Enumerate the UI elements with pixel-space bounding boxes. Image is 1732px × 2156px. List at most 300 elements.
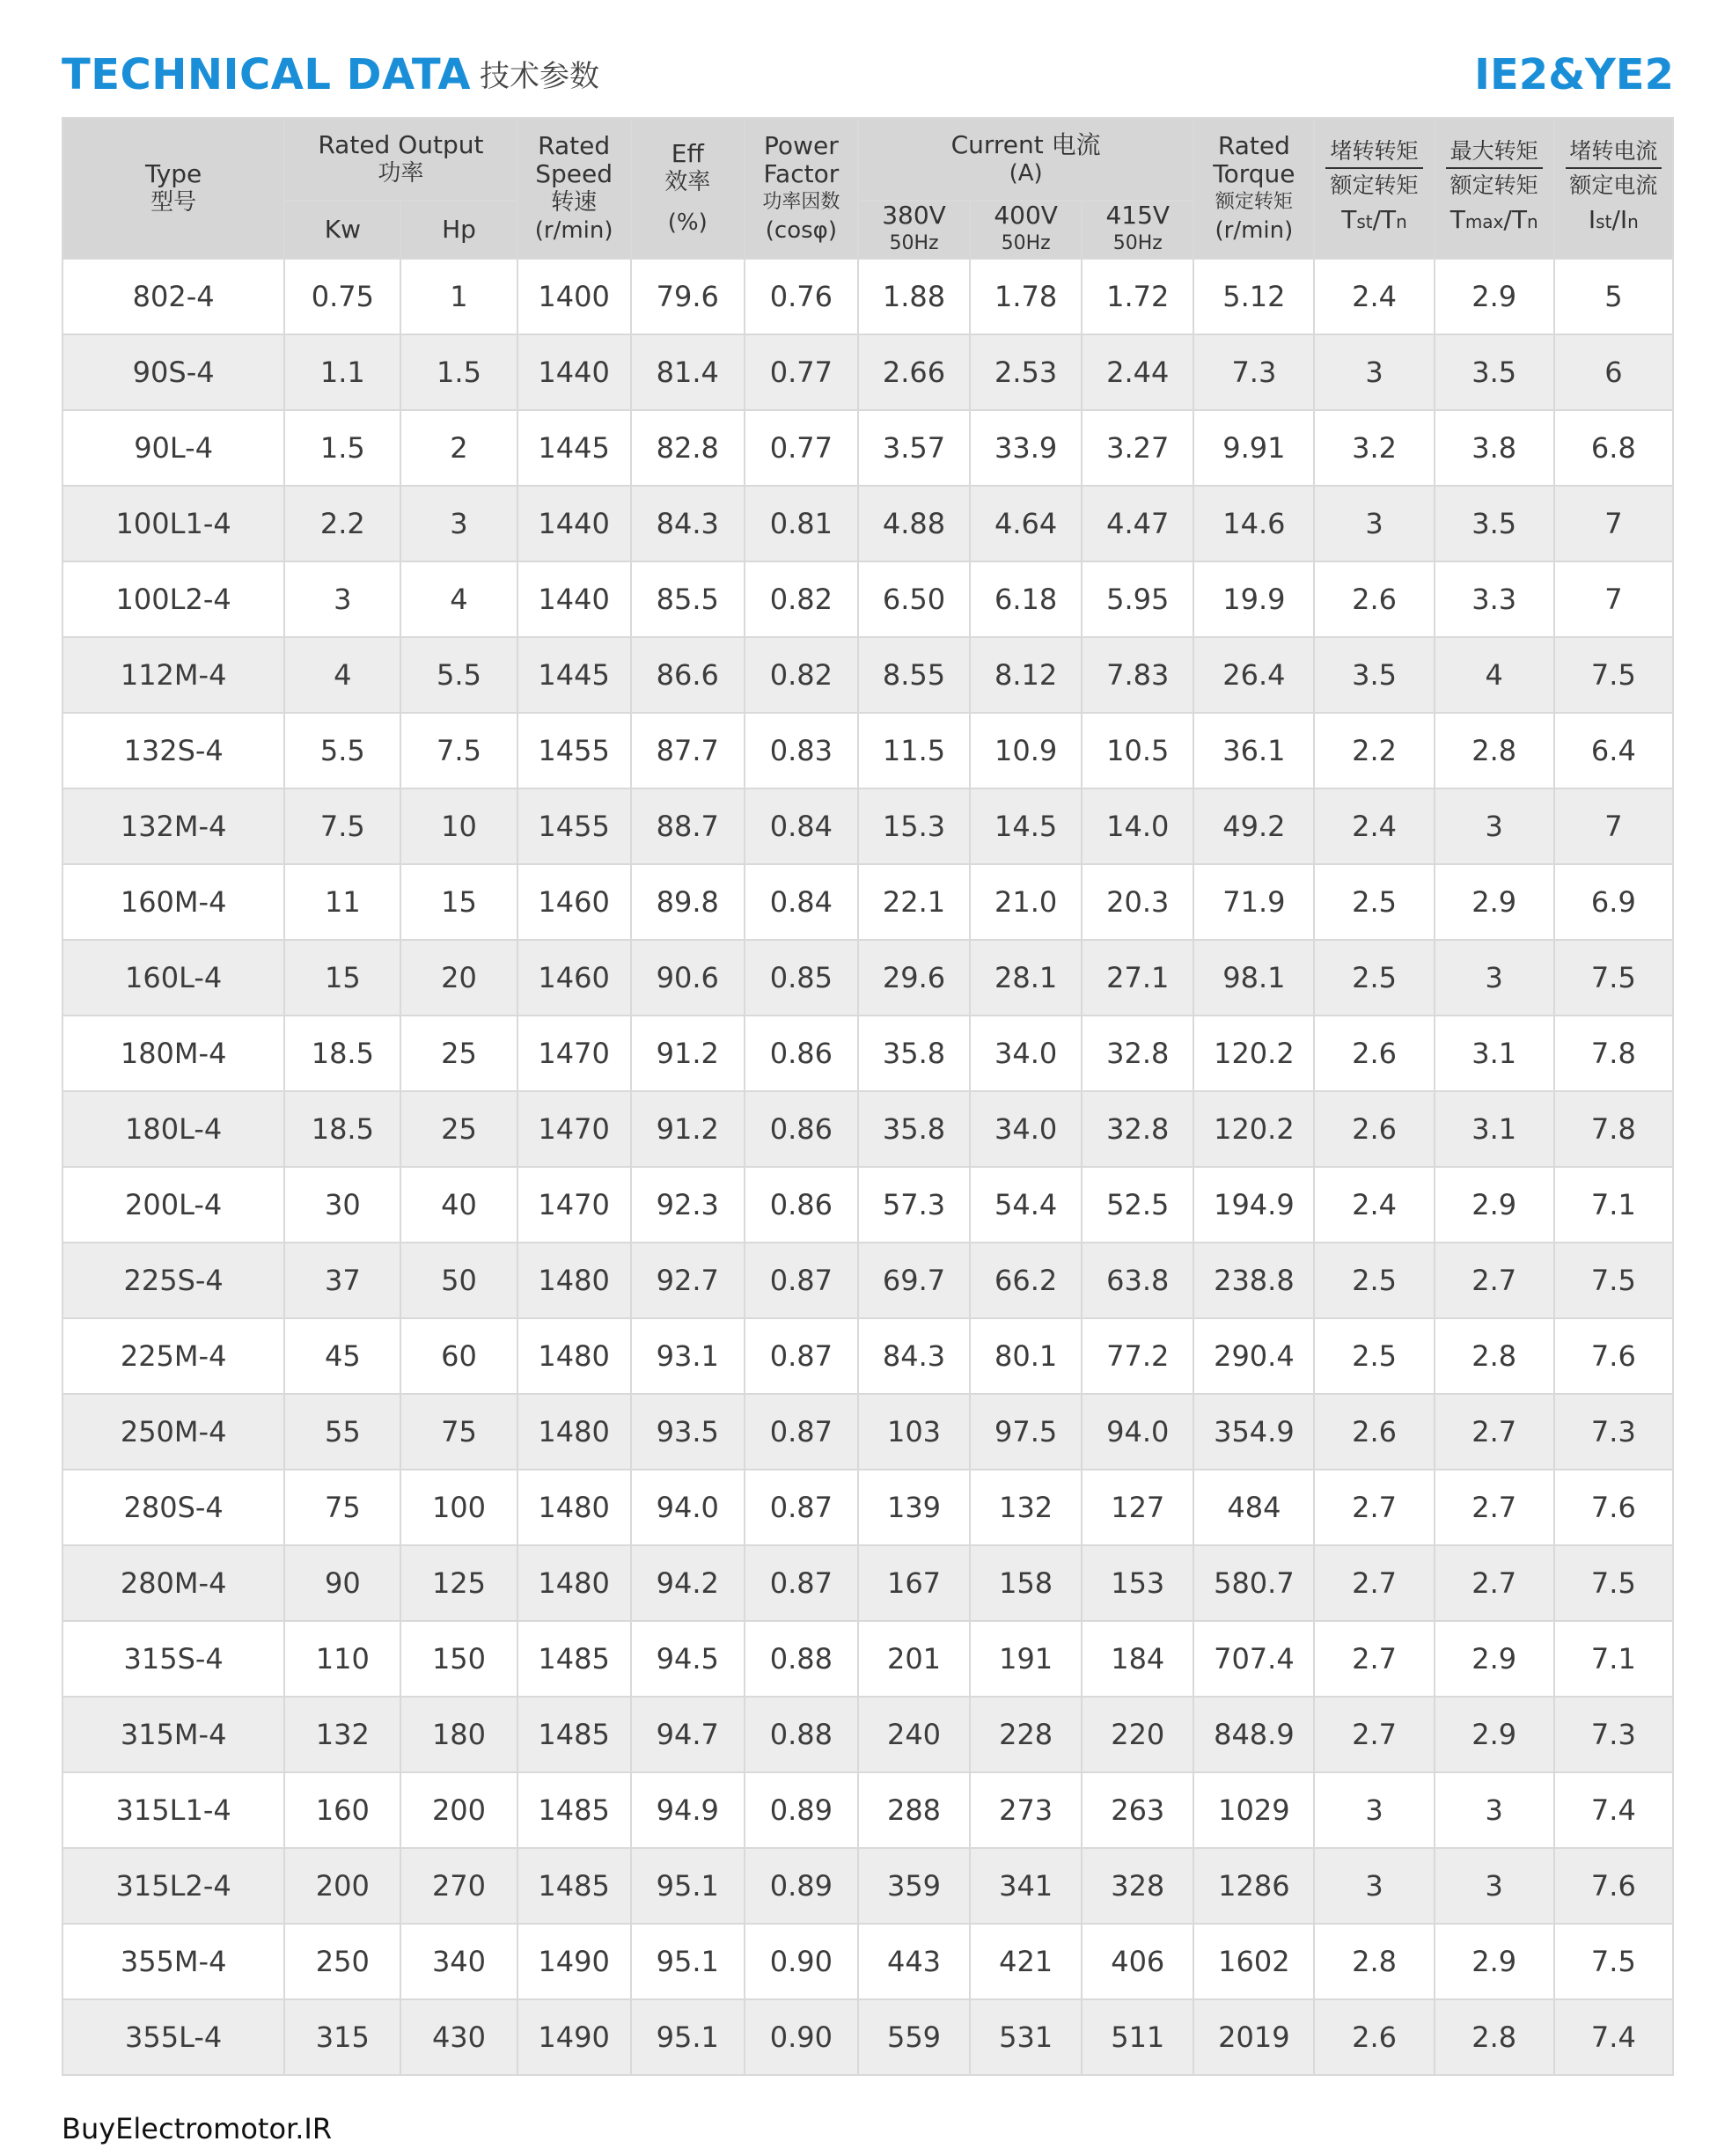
cell-tst-tn: 2.4 bbox=[1314, 788, 1434, 864]
header-rated-torque-en2: Torque bbox=[1213, 159, 1295, 188]
cell-kw: 75 bbox=[284, 1470, 400, 1545]
cell-kw: 15 bbox=[284, 940, 400, 1016]
cell-eff: 92.3 bbox=[631, 1167, 745, 1243]
cell-kw: 250 bbox=[284, 1924, 400, 1999]
cell-tst-tn: 2.6 bbox=[1314, 561, 1434, 637]
cell-current-415v: 94.0 bbox=[1082, 1394, 1193, 1470]
cell-speed: 1460 bbox=[517, 940, 631, 1016]
cell-speed: 1480 bbox=[517, 1243, 631, 1318]
table-row bbox=[62, 788, 1673, 864]
cell-tst-tn: 2.6 bbox=[1314, 1999, 1434, 2075]
cell-kw: 55 bbox=[284, 1394, 400, 1470]
cell-speed: 1440 bbox=[517, 561, 631, 637]
cell-kw: 18.5 bbox=[284, 1016, 400, 1091]
cell-hp: 270 bbox=[400, 1848, 517, 1924]
table-row bbox=[62, 1470, 1673, 1545]
cell-ist-in: 7.5 bbox=[1554, 1243, 1673, 1318]
header-rated-speed-cn: 转速 bbox=[551, 189, 598, 216]
table-row bbox=[62, 1545, 1673, 1621]
cell-speed: 1490 bbox=[517, 1924, 631, 1999]
cell-current-415v: 5.95 bbox=[1082, 561, 1193, 637]
cell-current-415v: 406 bbox=[1082, 1924, 1193, 1999]
cell-eff: 95.1 bbox=[631, 1999, 745, 2075]
cell-hp: 15 bbox=[400, 864, 517, 940]
cell-tmax-tn: 2.8 bbox=[1435, 713, 1554, 788]
cell-eff: 84.3 bbox=[631, 486, 745, 561]
cell-kw: 11 bbox=[284, 864, 400, 940]
cell-hp: 10 bbox=[400, 788, 517, 864]
cell-ist-in: 7.5 bbox=[1554, 1545, 1673, 1621]
header-rated-speed-en1: Rated bbox=[538, 131, 611, 160]
header-current-unit: (A) bbox=[1009, 160, 1043, 187]
header-tmax-top: 最大转矩 bbox=[1446, 139, 1543, 169]
cell-type: 90S-4 bbox=[62, 334, 284, 410]
cell-ist-in: 7.6 bbox=[1554, 1470, 1673, 1545]
cell-kw: 90 bbox=[284, 1545, 400, 1621]
cell-type: 355M-4 bbox=[62, 1924, 284, 1999]
cell-tmax-tn: 3.5 bbox=[1435, 334, 1554, 410]
cell-tmax-tn: 2.8 bbox=[1435, 1999, 1554, 2075]
cell-tst-tn: 3 bbox=[1314, 1848, 1434, 1924]
cell-eff: 93.1 bbox=[631, 1318, 745, 1394]
header-eff-unit: (%) bbox=[667, 209, 708, 236]
cell-current-415v: 1.72 bbox=[1082, 259, 1193, 334]
cell-current-400v: 21.0 bbox=[970, 864, 1082, 940]
cell-eff: 94.2 bbox=[631, 1545, 745, 1621]
cell-tmax-tn: 2.9 bbox=[1435, 1167, 1554, 1243]
table-row bbox=[62, 1394, 1673, 1470]
cell-current-380v: 57.3 bbox=[858, 1167, 970, 1243]
table-body bbox=[62, 259, 1673, 2075]
cell-eff: 95.1 bbox=[631, 1924, 745, 1999]
header-eff-en: Eff bbox=[671, 139, 704, 168]
table-row bbox=[62, 486, 1673, 561]
cell-hp: 4 bbox=[400, 561, 517, 637]
cell-type: 160M-4 bbox=[62, 864, 284, 940]
cell-type: 100L2-4 bbox=[62, 561, 284, 637]
cell-speed: 1440 bbox=[517, 486, 631, 561]
cell-current-400v: 8.12 bbox=[970, 637, 1082, 713]
cell-current-380v: 69.7 bbox=[858, 1243, 970, 1318]
cell-eff: 90.6 bbox=[631, 940, 745, 1016]
cell-current-415v: 263 bbox=[1082, 1772, 1193, 1848]
cell-hp: 3 bbox=[400, 486, 517, 561]
cell-current-380v: 559 bbox=[858, 1999, 970, 2075]
cell-tmax-tn: 2.8 bbox=[1435, 1318, 1554, 1394]
cell-current-380v: 167 bbox=[858, 1545, 970, 1621]
cell-kw: 18.5 bbox=[284, 1091, 400, 1167]
header-rated-output-cn: 功率 bbox=[378, 160, 424, 187]
cell-current-415v: 77.2 bbox=[1082, 1318, 1193, 1394]
header-rated-torque bbox=[1193, 118, 1314, 259]
cell-ist-in: 7.3 bbox=[1554, 1394, 1673, 1470]
cell-power-factor: 0.88 bbox=[745, 1621, 858, 1697]
cell-current-380v: 29.6 bbox=[858, 940, 970, 1016]
cell-power-factor: 0.90 bbox=[745, 1999, 858, 2075]
cell-hp: 200 bbox=[400, 1772, 517, 1848]
series-label: IE2&YE2 bbox=[1474, 50, 1674, 99]
table-row bbox=[62, 1621, 1673, 1697]
cell-current-380v: 35.8 bbox=[858, 1016, 970, 1091]
footer-site: BuyElectromotor.IR bbox=[62, 2112, 333, 2145]
cell-power-factor: 0.84 bbox=[745, 788, 858, 864]
cell-hp: 2 bbox=[400, 410, 517, 486]
cell-tst-tn: 2.7 bbox=[1314, 1545, 1434, 1621]
cell-speed: 1485 bbox=[517, 1772, 631, 1848]
cell-kw: 200 bbox=[284, 1848, 400, 1924]
cell-current-415v: 7.83 bbox=[1082, 637, 1193, 713]
cell-speed: 1440 bbox=[517, 334, 631, 410]
cell-tmax-tn: 3 bbox=[1435, 940, 1554, 1016]
cell-tmax-tn: 3 bbox=[1435, 1772, 1554, 1848]
cell-speed: 1480 bbox=[517, 1470, 631, 1545]
cell-power-factor: 0.76 bbox=[745, 259, 858, 334]
cell-type: 315L2-4 bbox=[62, 1848, 284, 1924]
cell-rated-torque: 5.12 bbox=[1193, 259, 1314, 334]
cell-tst-tn: 2.4 bbox=[1314, 259, 1434, 334]
cell-current-415v: 20.3 bbox=[1082, 864, 1193, 940]
header-tmax-ratio bbox=[1435, 118, 1554, 259]
cell-rated-torque: 19.9 bbox=[1193, 561, 1314, 637]
cell-type: 280M-4 bbox=[62, 1545, 284, 1621]
cell-tst-tn: 2.6 bbox=[1314, 1091, 1434, 1167]
cell-ist-in: 7.6 bbox=[1554, 1848, 1673, 1924]
header-ist-mid: 额定电流 bbox=[1569, 172, 1658, 198]
cell-type: 180L-4 bbox=[62, 1091, 284, 1167]
cell-type: 200L-4 bbox=[62, 1167, 284, 1243]
cell-speed: 1445 bbox=[517, 637, 631, 713]
header-rated-speed-unit: (r/min) bbox=[534, 217, 613, 244]
cell-hp: 430 bbox=[400, 1999, 517, 2075]
cell-speed: 1470 bbox=[517, 1016, 631, 1091]
cell-power-factor: 0.86 bbox=[745, 1167, 858, 1243]
cell-rated-torque: 1602 bbox=[1193, 1924, 1314, 1999]
cell-current-415v: 4.47 bbox=[1082, 486, 1193, 561]
header-rated-torque-unit: (r/min) bbox=[1215, 217, 1294, 244]
cell-kw: 110 bbox=[284, 1621, 400, 1697]
cell-speed: 1480 bbox=[517, 1318, 631, 1394]
cell-eff: 94.9 bbox=[631, 1772, 745, 1848]
table-row bbox=[62, 1697, 1673, 1772]
cell-speed: 1485 bbox=[517, 1697, 631, 1772]
cell-current-400v: 2.53 bbox=[970, 334, 1082, 410]
cell-tmax-tn: 2.9 bbox=[1435, 1697, 1554, 1772]
cell-current-400v: 10.9 bbox=[970, 713, 1082, 788]
cell-ist-in: 6 bbox=[1554, 334, 1673, 410]
cell-power-factor: 0.88 bbox=[745, 1697, 858, 1772]
cell-tst-tn: 2.7 bbox=[1314, 1621, 1434, 1697]
cell-tmax-tn: 4 bbox=[1435, 637, 1554, 713]
cell-speed: 1480 bbox=[517, 1545, 631, 1621]
cell-current-415v: 153 bbox=[1082, 1545, 1193, 1621]
cell-speed: 1490 bbox=[517, 1999, 631, 2075]
cell-current-380v: 2.66 bbox=[858, 334, 970, 410]
cell-hp: 7.5 bbox=[400, 713, 517, 788]
cell-power-factor: 0.86 bbox=[745, 1016, 858, 1091]
cell-current-400v: 421 bbox=[970, 1924, 1082, 1999]
cell-speed: 1470 bbox=[517, 1091, 631, 1167]
cell-current-400v: 228 bbox=[970, 1697, 1082, 1772]
cell-eff: 91.2 bbox=[631, 1091, 745, 1167]
cell-tst-tn: 2.8 bbox=[1314, 1924, 1434, 1999]
header-tst-ratio bbox=[1314, 118, 1434, 259]
cell-power-factor: 0.86 bbox=[745, 1091, 858, 1167]
cell-ist-in: 7.4 bbox=[1554, 1772, 1673, 1848]
header-kw: Kw bbox=[284, 201, 400, 259]
cell-current-415v: 220 bbox=[1082, 1697, 1193, 1772]
cell-current-380v: 288 bbox=[858, 1772, 970, 1848]
cell-tmax-tn: 3 bbox=[1435, 1848, 1554, 1924]
cell-current-380v: 84.3 bbox=[858, 1318, 970, 1394]
cell-eff: 85.5 bbox=[631, 561, 745, 637]
cell-tmax-tn: 2.9 bbox=[1435, 259, 1554, 334]
cell-rated-torque: 484 bbox=[1193, 1470, 1314, 1545]
cell-ist-in: 6.4 bbox=[1554, 713, 1673, 788]
cell-current-415v: 2.44 bbox=[1082, 334, 1193, 410]
header-power-factor-en1: Power bbox=[764, 131, 839, 160]
cell-ist-in: 6.8 bbox=[1554, 410, 1673, 486]
cell-eff: 89.8 bbox=[631, 864, 745, 940]
cell-power-factor: 0.82 bbox=[745, 637, 858, 713]
table-row bbox=[62, 1772, 1673, 1848]
header-tmax-mid: 额定转矩 bbox=[1449, 172, 1538, 198]
cell-current-415v: 184 bbox=[1082, 1621, 1193, 1697]
header-tst-formula: Tst/Tn bbox=[1341, 205, 1407, 234]
cell-kw: 1.5 bbox=[284, 410, 400, 486]
cell-tst-tn: 3.2 bbox=[1314, 410, 1434, 486]
table-row bbox=[62, 940, 1673, 1016]
cell-speed: 1400 bbox=[517, 259, 631, 334]
cell-current-400v: 158 bbox=[970, 1545, 1082, 1621]
header-type-cn: 型号 bbox=[150, 189, 197, 216]
cell-power-factor: 0.84 bbox=[745, 864, 858, 940]
cell-rated-torque: 120.2 bbox=[1193, 1016, 1314, 1091]
header-power-factor-en2: Factor bbox=[763, 159, 840, 188]
table-row bbox=[62, 1091, 1673, 1167]
table-row bbox=[62, 1243, 1673, 1318]
cell-kw: 37 bbox=[284, 1243, 400, 1318]
cell-rated-torque: 7.3 bbox=[1193, 334, 1314, 410]
page-title: TECHNICAL DATA bbox=[62, 50, 472, 99]
header-rated-output-en: Rated Output bbox=[318, 130, 484, 159]
cell-type: 315S-4 bbox=[62, 1621, 284, 1697]
cell-speed: 1480 bbox=[517, 1394, 631, 1470]
cell-current-415v: 127 bbox=[1082, 1470, 1193, 1545]
cell-current-380v: 103 bbox=[858, 1394, 970, 1470]
cell-rated-torque: 194.9 bbox=[1193, 1167, 1314, 1243]
cell-ist-in: 7.8 bbox=[1554, 1016, 1673, 1091]
cell-tst-tn: 2.5 bbox=[1314, 864, 1434, 940]
header-415v: 415V 50Hz bbox=[1082, 201, 1193, 259]
cell-hp: 25 bbox=[400, 1016, 517, 1091]
cell-current-380v: 11.5 bbox=[858, 713, 970, 788]
cell-eff: 94.0 bbox=[631, 1470, 745, 1545]
cell-type: 90L-4 bbox=[62, 410, 284, 486]
cell-current-400v: 28.1 bbox=[970, 940, 1082, 1016]
cell-current-415v: 10.5 bbox=[1082, 713, 1193, 788]
cell-power-factor: 0.87 bbox=[745, 1470, 858, 1545]
cell-current-400v: 66.2 bbox=[970, 1243, 1082, 1318]
cell-current-400v: 273 bbox=[970, 1772, 1082, 1848]
header-ist-formula: Ist/In bbox=[1588, 205, 1639, 234]
cell-current-380v: 6.50 bbox=[858, 561, 970, 637]
cell-type: 355L-4 bbox=[62, 1999, 284, 2075]
cell-rated-torque: 290.4 bbox=[1193, 1318, 1314, 1394]
cell-eff: 93.5 bbox=[631, 1394, 745, 1470]
cell-rated-torque: 14.6 bbox=[1193, 486, 1314, 561]
header-380v: 380V 50Hz bbox=[858, 201, 970, 259]
header-current-en: Current 电流 bbox=[950, 130, 1101, 159]
cell-hp: 20 bbox=[400, 940, 517, 1016]
cell-type: 132S-4 bbox=[62, 713, 284, 788]
table-row bbox=[62, 410, 1673, 486]
cell-tst-tn: 3.5 bbox=[1314, 637, 1434, 713]
cell-hp: 150 bbox=[400, 1621, 517, 1697]
cell-hp: 1.5 bbox=[400, 334, 517, 410]
cell-power-factor: 0.87 bbox=[745, 1394, 858, 1470]
cell-rated-torque: 238.8 bbox=[1193, 1243, 1314, 1318]
cell-hp: 60 bbox=[400, 1318, 517, 1394]
cell-tmax-tn: 2.9 bbox=[1435, 1924, 1554, 1999]
cell-hp: 50 bbox=[400, 1243, 517, 1318]
cell-power-factor: 0.81 bbox=[745, 486, 858, 561]
cell-current-400v: 1.78 bbox=[970, 259, 1082, 334]
cell-current-400v: 33.9 bbox=[970, 410, 1082, 486]
cell-speed: 1485 bbox=[517, 1621, 631, 1697]
cell-power-factor: 0.85 bbox=[745, 940, 858, 1016]
cell-kw: 3 bbox=[284, 561, 400, 637]
header-ist-top: 堵转电流 bbox=[1566, 139, 1662, 169]
cell-power-factor: 0.89 bbox=[745, 1848, 858, 1924]
cell-speed: 1445 bbox=[517, 410, 631, 486]
cell-tmax-tn: 3 bbox=[1435, 788, 1554, 864]
header-type bbox=[62, 118, 284, 259]
cell-power-factor: 0.89 bbox=[745, 1772, 858, 1848]
cell-type: 180M-4 bbox=[62, 1016, 284, 1091]
cell-current-380v: 201 bbox=[858, 1621, 970, 1697]
cell-type: 100L1-4 bbox=[62, 486, 284, 561]
cell-ist-in: 7.1 bbox=[1554, 1621, 1673, 1697]
cell-power-factor: 0.87 bbox=[745, 1318, 858, 1394]
cell-current-380v: 359 bbox=[858, 1848, 970, 1924]
cell-ist-in: 7 bbox=[1554, 561, 1673, 637]
cell-current-400v: 4.64 bbox=[970, 486, 1082, 561]
cell-type: 225M-4 bbox=[62, 1318, 284, 1394]
cell-tst-tn: 3 bbox=[1314, 1772, 1434, 1848]
cell-current-415v: 328 bbox=[1082, 1848, 1193, 1924]
cell-ist-in: 7 bbox=[1554, 486, 1673, 561]
cell-current-400v: 531 bbox=[970, 1999, 1082, 2075]
cell-ist-in: 5 bbox=[1554, 259, 1673, 334]
cell-hp: 100 bbox=[400, 1470, 517, 1545]
cell-current-380v: 1.88 bbox=[858, 259, 970, 334]
cell-current-380v: 35.8 bbox=[858, 1091, 970, 1167]
table-row bbox=[62, 864, 1673, 940]
cell-current-380v: 3.57 bbox=[858, 410, 970, 486]
cell-tmax-tn: 3.1 bbox=[1435, 1016, 1554, 1091]
cell-kw: 7.5 bbox=[284, 788, 400, 864]
cell-current-400v: 6.18 bbox=[970, 561, 1082, 637]
cell-current-415v: 52.5 bbox=[1082, 1167, 1193, 1243]
cell-kw: 45 bbox=[284, 1318, 400, 1394]
header-eff-cn: 效率 bbox=[664, 169, 711, 195]
cell-tmax-tn: 2.7 bbox=[1435, 1470, 1554, 1545]
header-tmax-formula: Tmax/Tn bbox=[1449, 205, 1538, 234]
cell-speed: 1460 bbox=[517, 864, 631, 940]
cell-tst-tn: 3 bbox=[1314, 334, 1434, 410]
technical-data-table bbox=[62, 117, 1674, 2076]
table-row bbox=[62, 713, 1673, 788]
page-title-chinese: 技术参数 bbox=[480, 59, 599, 94]
cell-current-400v: 132 bbox=[970, 1470, 1082, 1545]
cell-ist-in: 6.9 bbox=[1554, 864, 1673, 940]
cell-type: 225S-4 bbox=[62, 1243, 284, 1318]
table-row bbox=[62, 1016, 1673, 1091]
cell-speed: 1485 bbox=[517, 1848, 631, 1924]
cell-eff: 94.7 bbox=[631, 1697, 745, 1772]
cell-eff: 82.8 bbox=[631, 410, 745, 486]
header-400v: 400V 50Hz bbox=[970, 201, 1082, 259]
cell-rated-torque: 98.1 bbox=[1193, 940, 1314, 1016]
table-row bbox=[62, 1167, 1673, 1243]
cell-power-factor: 0.77 bbox=[745, 334, 858, 410]
cell-eff: 95.1 bbox=[631, 1848, 745, 1924]
cell-eff: 91.2 bbox=[631, 1016, 745, 1091]
cell-tmax-tn: 2.7 bbox=[1435, 1545, 1554, 1621]
cell-tst-tn: 2.2 bbox=[1314, 713, 1434, 788]
cell-current-400v: 191 bbox=[970, 1621, 1082, 1697]
cell-tst-tn: 3 bbox=[1314, 486, 1434, 561]
cell-tst-tn: 2.7 bbox=[1314, 1470, 1434, 1545]
cell-kw: 0.75 bbox=[284, 259, 400, 334]
cell-eff: 94.5 bbox=[631, 1621, 745, 1697]
header-current bbox=[858, 118, 1193, 201]
cell-power-factor: 0.82 bbox=[745, 561, 858, 637]
cell-current-415v: 511 bbox=[1082, 1999, 1193, 2075]
cell-current-400v: 80.1 bbox=[970, 1318, 1082, 1394]
cell-current-380v: 4.88 bbox=[858, 486, 970, 561]
cell-type: 112M-4 bbox=[62, 637, 284, 713]
cell-type: 315L1-4 bbox=[62, 1772, 284, 1848]
cell-kw: 2.2 bbox=[284, 486, 400, 561]
header-rated-torque-cn: 额定转矩 bbox=[1215, 191, 1293, 213]
cell-tmax-tn: 2.9 bbox=[1435, 864, 1554, 940]
cell-rated-torque: 9.91 bbox=[1193, 410, 1314, 486]
cell-tmax-tn: 2.7 bbox=[1435, 1243, 1554, 1318]
cell-rated-torque: 354.9 bbox=[1193, 1394, 1314, 1470]
cell-current-400v: 34.0 bbox=[970, 1016, 1082, 1091]
header-power-factor bbox=[745, 118, 858, 259]
cell-speed: 1470 bbox=[517, 1167, 631, 1243]
cell-ist-in: 7.5 bbox=[1554, 940, 1673, 1016]
cell-kw: 4 bbox=[284, 637, 400, 713]
cell-rated-torque: 71.9 bbox=[1193, 864, 1314, 940]
cell-tmax-tn: 2.9 bbox=[1435, 1621, 1554, 1697]
cell-current-380v: 240 bbox=[858, 1697, 970, 1772]
header-rated-torque-en1: Rated bbox=[1217, 131, 1290, 160]
cell-rated-torque: 36.1 bbox=[1193, 713, 1314, 788]
cell-rated-torque: 26.4 bbox=[1193, 637, 1314, 713]
cell-type: 315M-4 bbox=[62, 1697, 284, 1772]
cell-tmax-tn: 2.7 bbox=[1435, 1394, 1554, 1470]
cell-tst-tn: 2.5 bbox=[1314, 940, 1434, 1016]
header-rated-output bbox=[284, 118, 517, 201]
table-row bbox=[62, 259, 1673, 334]
cell-power-factor: 0.77 bbox=[745, 410, 858, 486]
cell-type: 280S-4 bbox=[62, 1470, 284, 1545]
cell-power-factor: 0.87 bbox=[745, 1243, 858, 1318]
cell-tst-tn: 2.6 bbox=[1314, 1016, 1434, 1091]
